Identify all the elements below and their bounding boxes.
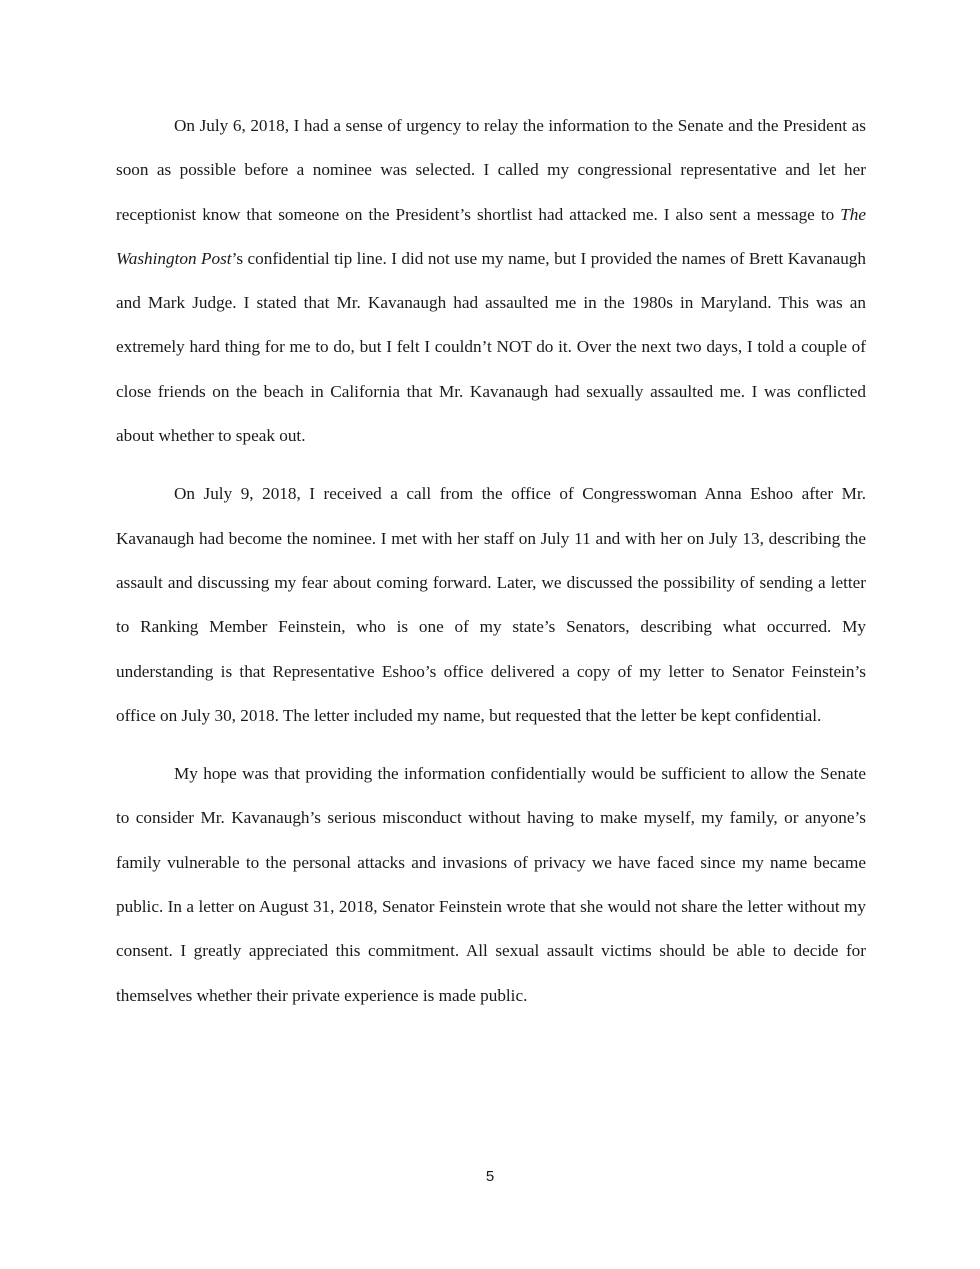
page-number: 5: [485, 1168, 495, 1185]
newspaper-title: The Washington Post: [116, 204, 866, 268]
paragraph-1: [116, 104, 866, 458]
paragraph-3: My hope was that providing the information confidentially would be sufficient to allow the Senate to consider Mr. Kavanaugh’s serious misconduct without having to make myself, my family, or anyone’s family vulnerable to the personal attacks and invasions of privacy we have faced since my name became public. In a letter on August 31, 2018, Senator Feinstein wrote that she would not share the letter without my consent. I greatly appreciated this commitment. All sexual assault victims should be able to decide for themselves whether their private experience is made public.: [116, 764, 866, 1005]
paragraph-1-text-b: ’s confidential tip line. I did not use my name, but I provided the names of Brett Kavanaugh and Mark Judge. I stated that Mr. Kavanaugh had assaulted me in the 1980s in Maryland. This was an extremely hard thing for me to do, but I felt I couldn’t NOT do it. Over the next two days, I told a couple of close friends on the beach in California that Mr. Kavanaugh had sexually assaulted me. I was conflicted about whether to speak out.: [116, 248, 866, 446]
paragraph-1-text-a: On July 6, 2018, I had a sense of urgency to relay the information to the Senate and the President as soon as possible before a nominee was selected. I called my congressional representative and let her receptionist know that someone on the President’s shortlist had attacked me. I also sent a message to: [116, 116, 866, 224]
paragraph-2: On July 9, 2018, I received a call from the office of Congresswoman Anna Eshoo after Mr. Kavanaugh had become the nominee. I met with her staff on July 11 and with her on July 13, describing the assault and discussing my fear about coming forward. Later, we discussed the possibility of sending a letter to Ranking Member Feinstein, who is one of my state’s Senators, describing what occurred. My understanding is that Representative Eshoo’s office delivered a copy of my letter to Senator Feinstein’s office on July 30, 2018. The letter included my name, but requested that the letter be kept confidential.: [116, 484, 866, 725]
document-body: [116, 104, 866, 1032]
